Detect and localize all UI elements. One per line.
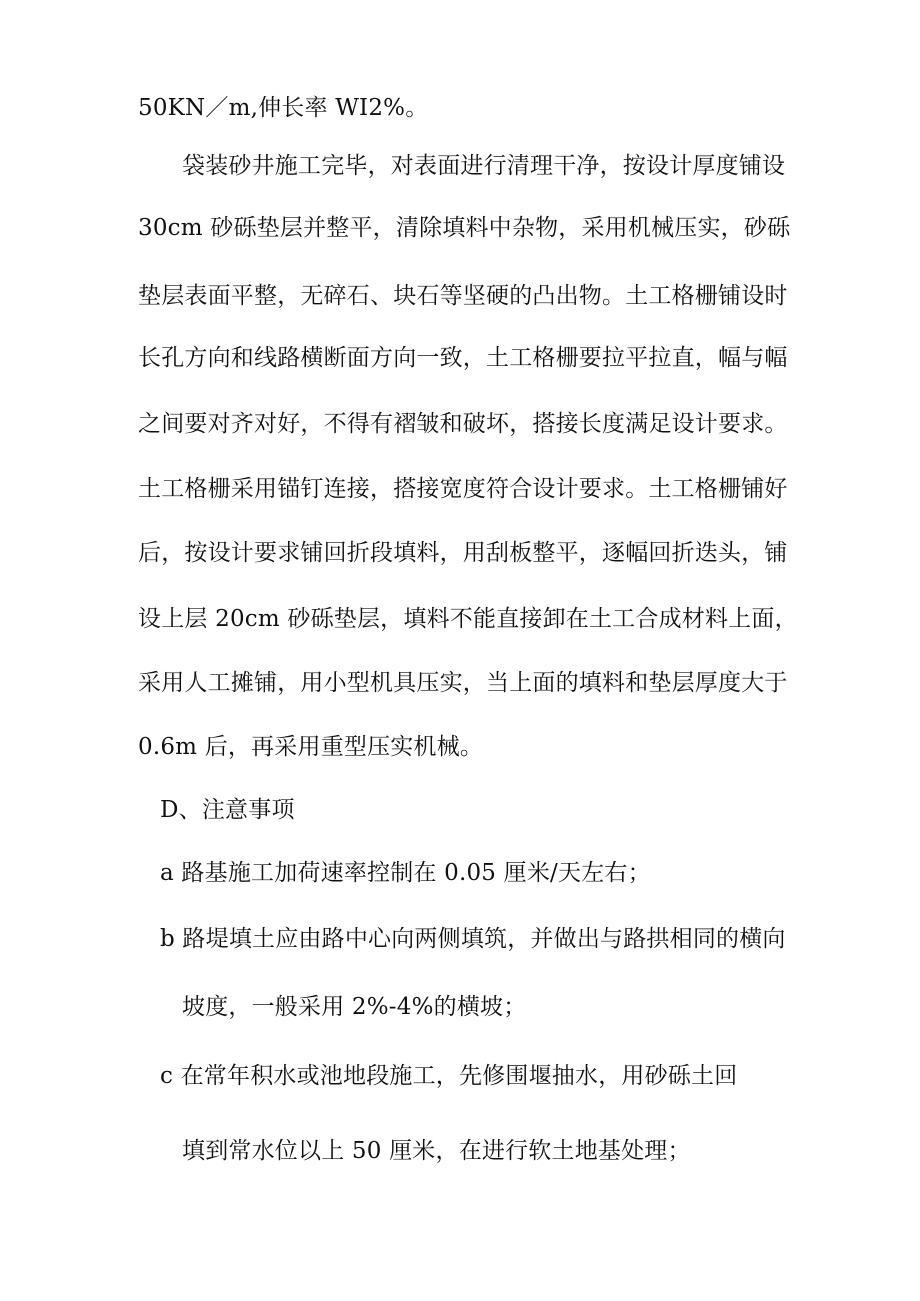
list-item: a 路基施工加荷速率控制在 0.05 厘米/天左右； <box>160 860 651 886</box>
text-line: 土工格栅采用锚钉连接，搭接宽度符合设计要求。土工格栅铺好 <box>138 476 788 502</box>
text-line: 袋装砂井施工完毕，对表面进行清理干净，按设计厚度铺设 <box>182 153 786 179</box>
text-line: 之间要对齐对好，不得有褶皱和破坏，搭接长度满足设计要求。 <box>138 411 788 437</box>
text-line: 0.6m 后，再采用重型压实机械。 <box>138 734 484 760</box>
text-line: 长孔方向和线路横断面方向一致，土工格栅要拉平拉直，幅与幅 <box>138 345 788 371</box>
list-item: c 在常年积水或池地段施工，先修围堰抽水，用砂砾土回 <box>160 1063 738 1089</box>
list-item: b 路堤填土应由路中心向两侧填筑，并做出与路拱相同的横向 <box>160 926 786 952</box>
section-heading: D、注意事项 <box>160 797 295 823</box>
text-line: 设上层 20cm 砂砾垫层，填料不能直接卸在土工合成材料上面， <box>138 606 798 632</box>
text-line: 后，按设计要求铺回折段填料，用刮板整平，逐幅回折迭头，铺 <box>138 540 788 566</box>
text-line: 垫层表面平整，无碎石、块石等坚硬的凸出物。土工格栅铺设时 <box>138 283 788 309</box>
list-item-continuation: 坡度，一般采用 2%-4%的横坡； <box>182 994 527 1020</box>
text-line: 50KN／m,伸长率 WI2%。 <box>138 95 429 121</box>
list-item-continuation: 填到常水位以上 50 厘米，在进行软土地基处理； <box>182 1138 691 1164</box>
text-line: 30cm 砂砾垫层并整平，清除填料中杂物，采用机械压实，砂砾 <box>138 215 791 241</box>
text-line: 采用人工摊铺，用小型机具压实，当上面的填料和垫层厚度大于 <box>138 670 788 696</box>
